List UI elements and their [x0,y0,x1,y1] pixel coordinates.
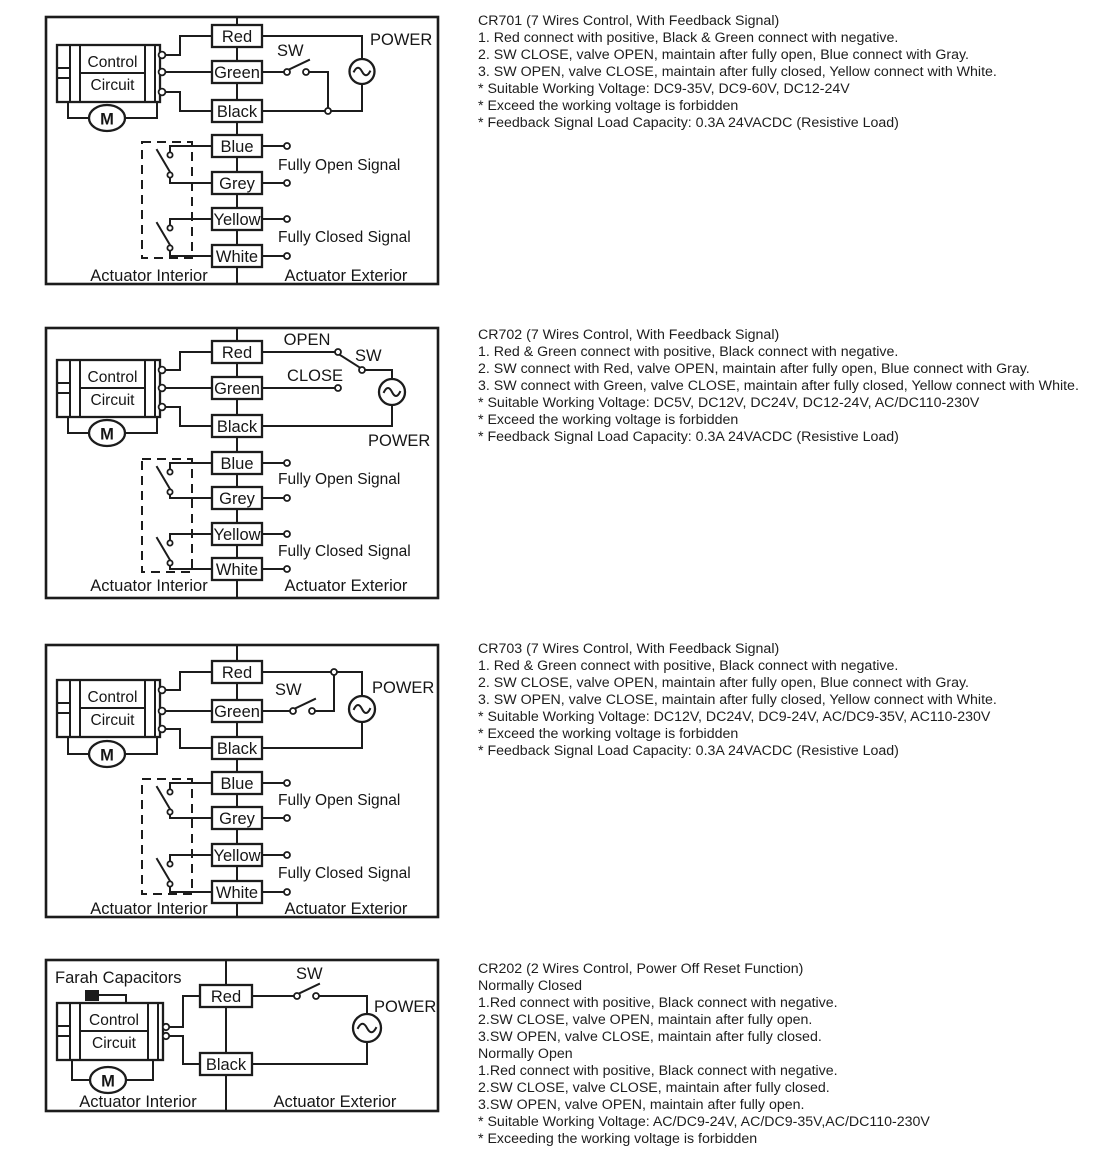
wire-label-yellow: Yellow [213,211,261,229]
note-line: 2. SW CLOSE, valve OPEN, maintain after fully open, Blue connect with Gray. [478,47,969,63]
wire-label-green: Green [214,64,260,82]
power-label: POWER [368,432,431,450]
control-circuit-label-bottom: Circuit [90,392,135,409]
note-line: * Exceed the working voltage is forbidden [478,726,739,742]
actuator-interior-label: Actuator Interior [79,1093,197,1111]
note-line: Normally Closed [478,978,583,994]
wire-label-yellow: Yellow [213,526,261,544]
fully-closed-signal-label: Fully Closed Signal [278,543,411,560]
open-label: OPEN [283,331,331,349]
note-line: * Suitable Working Voltage: AC/DC9-24V, AC/DC9-35V,AC/DC110-230V [478,1114,930,1130]
close-label: CLOSE [287,367,343,385]
wire-junction [325,108,331,114]
wire-label-red: Red [210,988,242,1006]
sw-label: SW [275,681,302,699]
note-line: 1.Red connect with positive, Black connect with negative. [478,1063,838,1079]
wire-label-grey: Grey [219,175,255,193]
fully-closed-signal-label: Fully Closed Signal [278,229,411,246]
actuator-interior-label: Actuator Interior [90,267,208,285]
note-line: 3. SW OPEN, valve CLOSE, maintain after fully closed, Yellow connect with White. [478,692,997,708]
motor-label: M [100,110,114,129]
wire-terminal-boxes [212,341,262,580]
section-title: CR701 (7 Wires Control, With Feedback Signal) [478,13,780,29]
control-circuit-label-top: Control [89,1012,139,1029]
fully-closed-signal-label: Fully Closed Signal [278,865,411,882]
note-line: * Suitable Working Voltage: DC5V, DC12V, DC24V, DC12-24V, AC/DC110-230V [478,395,980,411]
diagram-cr702 [43,325,441,601]
section-title: CR202 (2 Wires Control, Power Off Reset Function) [478,961,804,977]
section-title: CR703 (7 Wires Control, With Feedback Signal) [478,641,780,657]
fully-open-signal-label: Fully Open Signal [278,792,401,809]
note-line: 2. SW connect with Red, valve OPEN, maintain after fully open, Blue connect with Gray. [478,361,1030,377]
wire-label-yellow: Yellow [213,847,261,865]
note-line: Normally Open [478,1046,573,1062]
notes-cr702 [478,327,1106,446]
motor-label: M [100,746,114,765]
motor-label: M [100,425,114,444]
wire-label-black: Black [216,418,258,436]
note-line: 1.Red connect with positive, Black connect with negative. [478,995,838,1011]
notes-cr703 [478,641,1106,760]
wire-label-white: White [215,248,259,266]
control-circuit-label-top: Control [87,689,138,706]
note-line: 3. SW OPEN, valve CLOSE, maintain after fully closed, Yellow connect with White. [478,64,997,80]
wire-label-black: Black [216,103,258,121]
wire-label-grey: Grey [219,810,255,828]
note-line: 1. Red & Green connect with positive, Black connect with negative. [478,658,899,674]
control-circuit-label-bottom: Circuit [92,1035,136,1052]
wire-label-white: White [215,884,259,902]
note-line: * Feedback Signal Load Capacity: 0.3A 24VACDC (Resistive Load) [478,743,899,759]
actuator-interior-label: Actuator Interior [90,577,208,595]
power-label: POWER [370,31,433,49]
note-line: * Exceed the working voltage is forbidden [478,98,739,114]
wire-label-grey: Grey [219,490,255,508]
notes-cr701 [478,13,1106,132]
actuator-interior-label: Actuator Interior [90,900,208,918]
fully-open-signal-label: Fully Open Signal [278,157,401,174]
note-line: * Feedback Signal Load Capacity: 0.3A 24VACDC (Resistive Load) [478,115,899,131]
wire-label-black: Black [216,740,258,758]
actuator-exterior-label: Actuator Exterior [284,900,408,918]
wire-label-green: Green [214,380,260,398]
control-circuit-label-bottom: Circuit [90,712,135,729]
control-circuit-label-top: Control [87,369,138,386]
sw-label: SW [355,347,382,365]
note-line: * Feedback Signal Load Capacity: 0.3A 24VACDC (Resistive Load) [478,429,899,445]
note-line: 1. Red connect with positive, Black & Green connect with negative. [478,30,899,46]
wire-label-green: Green [214,703,260,721]
wire-junction [331,669,337,675]
wire-label-blue: Blue [220,138,254,156]
wire-label-red: Red [221,28,253,46]
actuator-exterior-label: Actuator Exterior [273,1093,397,1111]
sw-label: SW [277,42,304,60]
note-line: * Exceed the working voltage is forbidden [478,412,739,428]
note-line: 2.SW CLOSE, valve CLOSE, maintain after fully closed. [478,1080,830,1096]
actuator-exterior-label: Actuator Exterior [284,267,408,285]
power-label: POWER [374,998,437,1016]
note-line: 3.SW OPEN, valve CLOSE, maintain after fully closed. [478,1029,822,1045]
close-contact [335,385,341,391]
wire-label-blue: Blue [220,455,254,473]
control-circuit-label-bottom: Circuit [90,77,135,94]
note-line: 2.SW CLOSE, valve OPEN, maintain after fully open. [478,1012,813,1028]
note-line: * Suitable Working Voltage: DC9-35V, DC9-60V, DC12-24V [478,81,850,97]
sw-label: SW [296,965,323,983]
note-line: 2. SW CLOSE, valve OPEN, maintain after fully open, Blue connect with Gray. [478,675,969,691]
control-circuit-label-top: Control [87,54,138,71]
diagram-cr202 [43,957,441,1114]
wire-label-white: White [215,561,259,579]
wire-terminal-boxes [212,25,262,267]
fully-open-signal-label: Fully Open Signal [278,471,401,488]
motor-label: M [101,1072,115,1091]
notes-cr202 [478,961,1106,1148]
diagram-cr703 [43,642,441,920]
note-line: * Exceeding the working voltage is forbidden [478,1131,758,1147]
farah-capacitors-label: Farah Capacitors [55,969,182,987]
section-title: CR702 (7 Wires Control, With Feedback Signal) [478,327,780,343]
diagram-cr701 [43,14,441,287]
note-line: 3.SW OPEN, valve OPEN, maintain after fully open. [478,1097,805,1113]
note-line: 3. SW connect with Green, valve CLOSE, maintain after fully closed, Yellow connect with White. [478,378,1079,394]
wire-label-black: Black [205,1056,247,1074]
wire-label-red: Red [221,664,253,682]
wire-label-blue: Blue [220,775,254,793]
power-label: POWER [372,679,435,697]
wire-label-red: Red [221,344,253,362]
note-line: 1. Red & Green connect with positive, Black connect with negative. [478,344,899,360]
note-line: * Suitable Working Voltage: DC12V, DC24V, DC9-24V, AC/DC9-35V, AC110-230V [478,709,991,725]
actuator-exterior-label: Actuator Exterior [284,577,408,595]
